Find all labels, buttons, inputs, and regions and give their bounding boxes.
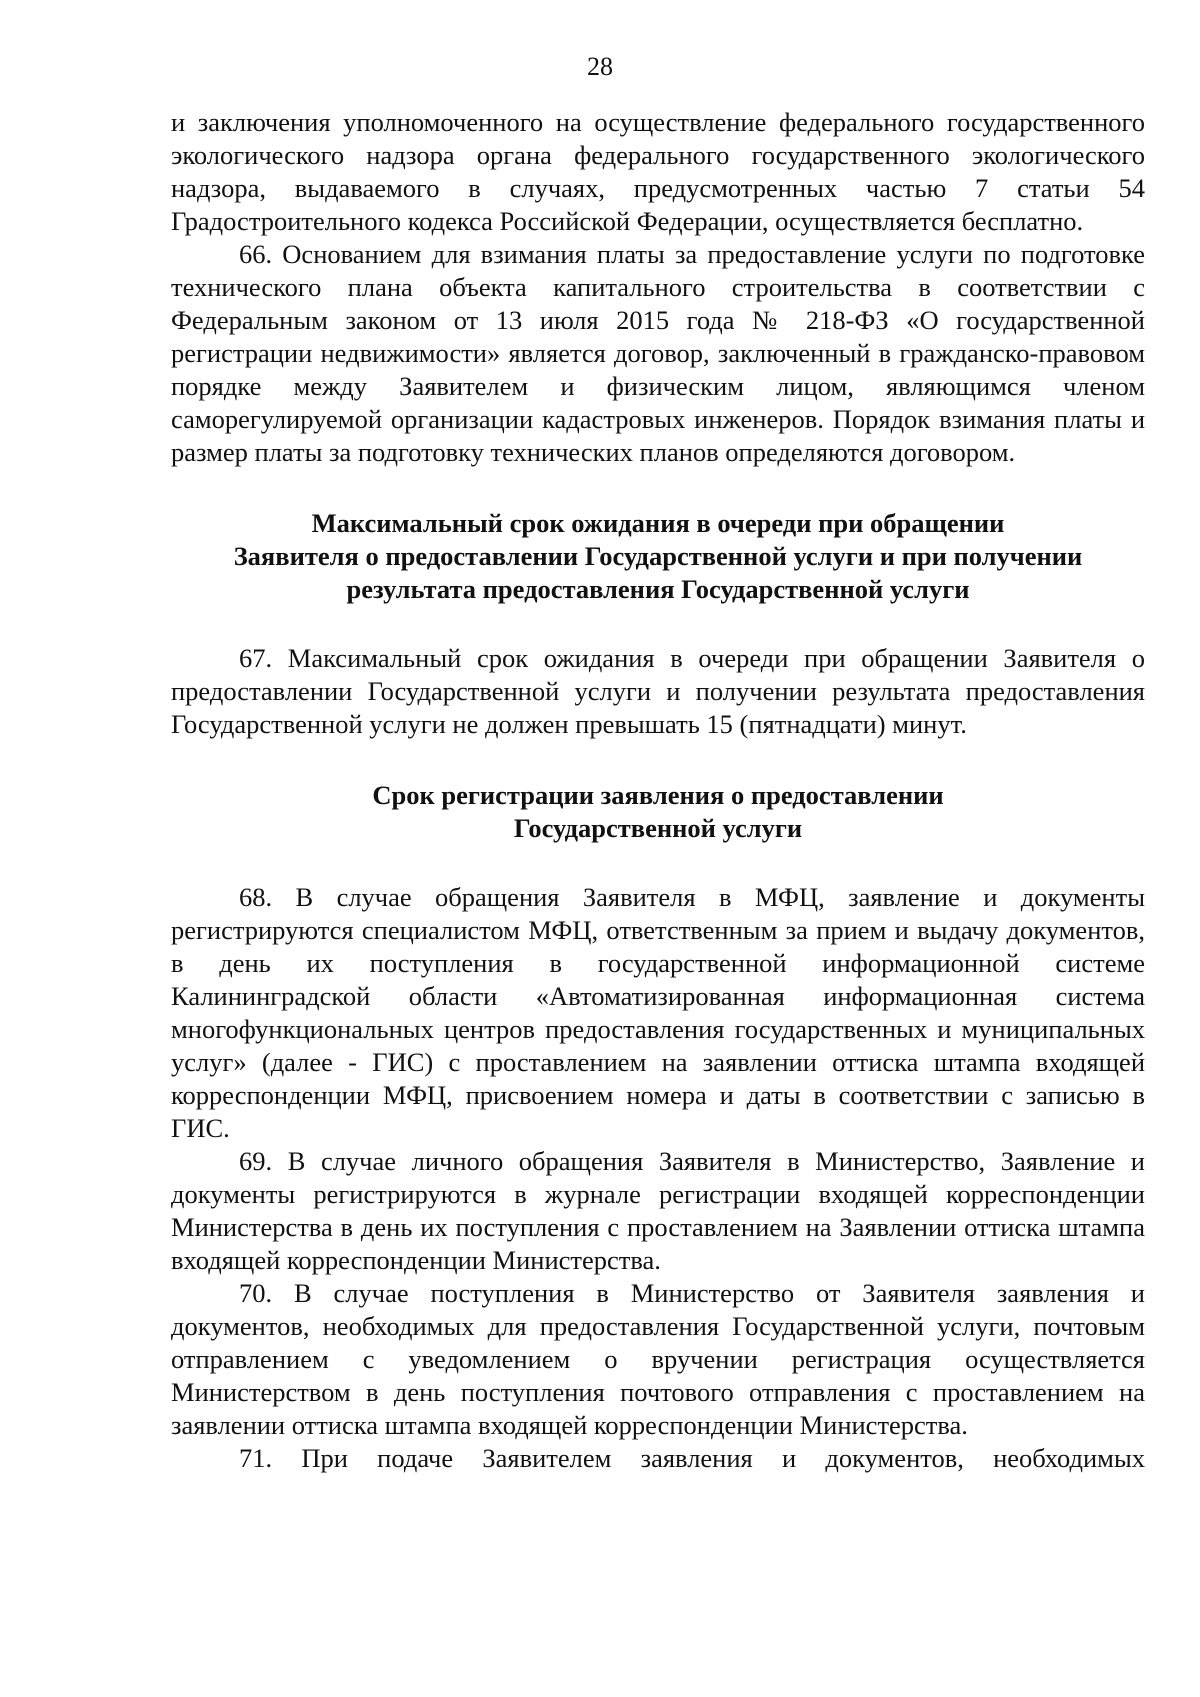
document-body [171,106,1145,1475]
paragraph-66: 66. Основанием для взимания платы за предоставление услуги по подготовке технического плана объекта капитального строительства в соответствии с Федеральным законом от 13 июля 2015 года № 218-ФЗ «О государственной регистрации недвижимости» является договор, заключенный в гражданско-правовом порядке между Заявителем и физическим лицом, являющимся членом саморегулируемой организации кадастровых инженеров. Порядок взимания платы и размер платы за подготовку технических планов определяются договором. [171,239,1145,467]
paragraph-69: 69. В случае личного обращения Заявителя в Министерство, Заявление и документы регистрируются в журнале регистрации входящей корреспонденции Министерства в день их поступления с проставлением на Заявлении оттиска штампа входящей корреспонденции Министерства. [171,1146,1145,1275]
heading-line: результата предоставления Государственной услуги [346,574,970,604]
paragraph-70: 70. В случае поступления в Министерство от Заявителя заявления и документов, необходимых для предоставления Государственной услуги, почтовым отправлением с уведомлением о вручении регистрация осуществляется Министерством в день поступления почтового отправления с проставлением на заявлении оттиска штампа входящей корреспонденции Министерства. [171,1278,1145,1440]
paragraph-67: 67. Максимальный срок ожидания в очереди при обращении Заявителя о предоставлении Государственной услуги и получении результата предоставления Государственной услуги не должен превышать 15 (пятнадцати) минут. [171,643,1145,739]
heading-line: Государственной услуги [513,813,803,843]
page-number: 28 [587,52,613,81]
section-heading-waiting-time [171,507,1145,606]
paragraph-continuation: и заключения уполномоченного на осуществление федерального государственного экологического надзора органа федерального государственного экологического надзора, выдаваемого в случаях, предусмотренных частью 7 статьи 54 Градостроительного кодекса Российской Федерации, осуществляется бесплатно. [171,107,1145,236]
heading-line: Заявителя о предоставлении Государственной услуги и при получении [233,541,1083,571]
heading-line: Максимальный срок ожидания в очереди при обращении [311,508,1005,538]
paragraph-71: 71. При подаче Заявителем заявления и документов, необходимых [239,1443,1145,1473]
heading-line: Срок регистрации заявления о предоставлении [372,780,944,810]
paragraph-68: 68. В случае обращения Заявителя в МФЦ, заявление и документы регистрируются специалистом МФЦ, ответственным за прием и выдачу документов, в день их поступления в государственной информационной системе Калининградской области «Автоматизированная информационная система многофункциональных центров предоставления государственных и муниципальных услуг» (далее - ГИС) с проставлением на заявлении оттиска штампа входящей корреспонденции МФЦ, присвоением номера и даты в соответствии с записью в ГИС. [171,882,1145,1143]
section-heading-registration-term [171,779,1145,845]
